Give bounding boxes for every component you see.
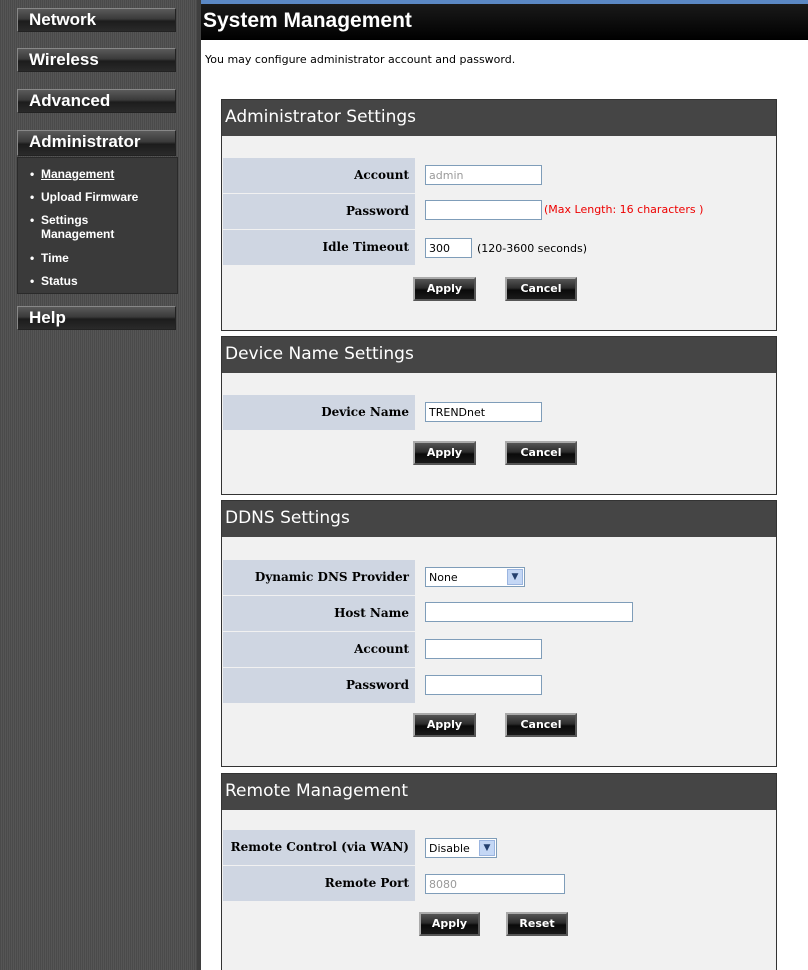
admin-cancel-button[interactable]: Cancel: [505, 277, 577, 301]
host-name-row: [222, 596, 776, 632]
password-row: [222, 194, 776, 230]
device-cancel-button[interactable]: Cancel: [505, 441, 577, 465]
chevron-down-icon: ▼: [479, 840, 495, 856]
submenu-label: Time: [41, 251, 69, 265]
device-apply-button[interactable]: Apply: [413, 441, 476, 465]
remote-control-value: Disable: [429, 842, 470, 855]
idle-timeout-label: Idle Timeout: [223, 230, 415, 265]
account-row: [222, 158, 776, 194]
remote-port-label: Remote Port: [223, 866, 415, 901]
remote-reset-button[interactable]: Reset: [506, 912, 568, 936]
remote-control-select[interactable]: [425, 838, 497, 858]
bullet-icon: •: [30, 190, 35, 204]
main-content: [201, 0, 808, 970]
password-hint: (Max Length: 16 characters ): [544, 203, 704, 216]
host-name-label: Host Name: [223, 596, 415, 631]
bullet-icon: •: [30, 251, 35, 265]
submenu-label: Upload Firmware: [41, 190, 139, 204]
admin-apply-button[interactable]: Apply: [413, 277, 476, 301]
ddns-account-row: [222, 632, 776, 668]
device-name-input[interactable]: [425, 402, 542, 422]
ddns-cancel-button[interactable]: Cancel: [505, 713, 577, 737]
password-label: Password: [223, 194, 415, 229]
ddns-provider-value: None: [429, 571, 458, 584]
device-name-row: [222, 395, 776, 431]
device-name-label: Device Name: [223, 395, 415, 430]
ddns-account-label: Account: [223, 632, 415, 667]
ddns-password-label: Password: [223, 668, 415, 703]
remote-control-row: [222, 830, 776, 866]
idle-timeout-row: [222, 230, 776, 266]
chevron-down-icon: ▼: [507, 569, 523, 585]
nav-administrator[interactable]: Administrator: [17, 130, 176, 156]
ddns-account-input[interactable]: [425, 639, 542, 659]
submenu-label: Settings Management: [41, 213, 115, 241]
bullet-icon: •: [30, 167, 35, 181]
bullet-icon: •: [30, 213, 35, 227]
nav-advanced[interactable]: Advanced: [17, 89, 176, 113]
nav-network[interactable]: Network: [17, 8, 176, 32]
sidebar: [0, 0, 197, 970]
administrator-settings-panel: [221, 99, 777, 331]
page-description: You may configure administrator account and password.: [205, 53, 516, 66]
panel-title: Device Name Settings: [222, 337, 776, 373]
page-title: System Management: [203, 9, 412, 32]
ddns-provider-row: [222, 560, 776, 596]
ddns-provider-select[interactable]: [425, 567, 525, 587]
submenu-label: Management: [41, 167, 115, 181]
remote-management-panel: [221, 773, 777, 970]
remote-port-input[interactable]: [425, 874, 565, 894]
remote-port-row: [222, 866, 776, 902]
password-input[interactable]: [425, 200, 542, 220]
remote-control-label: Remote Control (via WAN): [223, 830, 415, 865]
remote-apply-button[interactable]: Apply: [419, 912, 480, 936]
ddns-settings-panel: [221, 500, 777, 767]
ddns-password-row: [222, 668, 776, 704]
idle-timeout-input[interactable]: [425, 238, 472, 258]
nav-help[interactable]: Help: [17, 306, 176, 330]
page-header: [201, 0, 808, 40]
ddns-password-input[interactable]: [425, 675, 542, 695]
ddns-apply-button[interactable]: Apply: [413, 713, 476, 737]
panel-title: Administrator Settings: [222, 100, 776, 136]
host-name-input[interactable]: [425, 602, 633, 622]
idle-timeout-hint: (120-3600 seconds): [477, 242, 587, 255]
nav-wireless[interactable]: Wireless: [17, 48, 176, 72]
ddns-provider-label: Dynamic DNS Provider: [223, 560, 415, 595]
account-label: Account: [223, 158, 415, 193]
panel-title: DDNS Settings: [222, 501, 776, 537]
submenu-label: Status: [41, 274, 78, 288]
device-name-settings-panel: [221, 336, 777, 495]
account-input[interactable]: [425, 165, 542, 185]
bullet-icon: •: [30, 274, 35, 288]
administrator-submenu: [17, 157, 178, 294]
panel-title: Remote Management: [222, 774, 776, 810]
